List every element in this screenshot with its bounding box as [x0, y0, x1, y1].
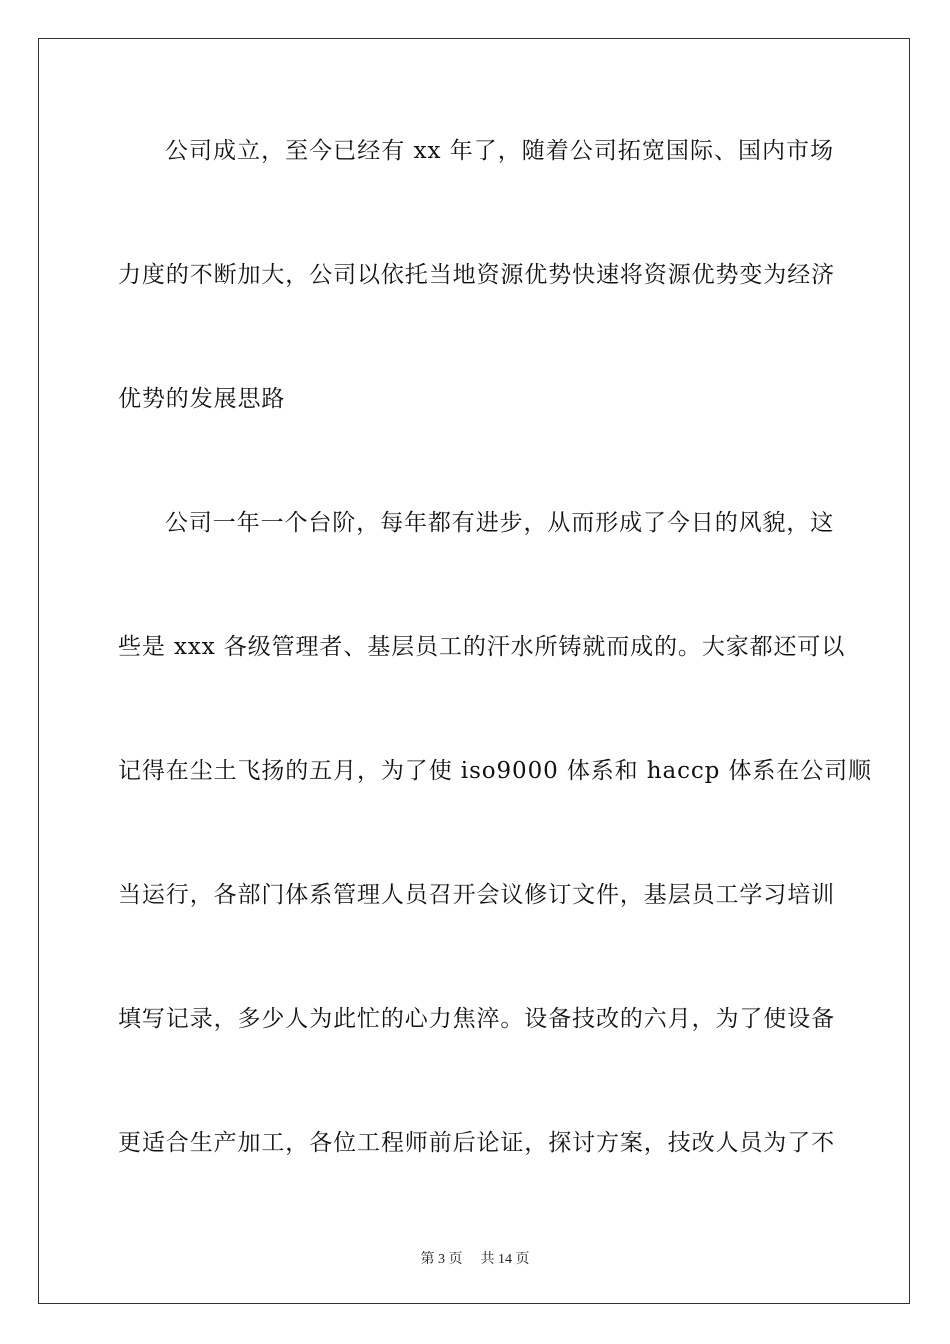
page-footer: [0, 1248, 950, 1268]
text-line: 些是 xxx 各级管理者、基层员工的汗水所铸就而成的。大家都还可以: [118, 634, 846, 660]
text-line: 优势的发展思路: [118, 386, 286, 412]
page-total: 共 14 页: [480, 1252, 530, 1267]
text-line: 力度的不断加大，公司以依托当地资源优势快速将资源优势变为经济: [118, 262, 835, 288]
page-number: 第 3 页: [420, 1252, 463, 1267]
text-line: 公司一年一个台阶，每年都有进步，从而形成了今日的风貌，这: [165, 510, 835, 536]
page-border: [38, 38, 910, 1304]
text-line: 更适合生产加工，各位工程师前后论证，探讨方案，技改人员为了不: [118, 1130, 835, 1156]
text-line: 填写记录，多少人为此忙的心力焦淬。设备技改的六月，为了使设备: [118, 1006, 835, 1032]
text-line: 公司成立，至今已经有 xx 年了，随着公司拓宽国际、国内市场: [165, 138, 834, 164]
text-line: 记得在尘土飞扬的五月，为了使 iso9000 体系和 haccp 体系在公司顺: [118, 758, 872, 784]
text-line: 当运行，各部门体系管理人员召开会议修订文件，基层员工学习培训: [118, 882, 835, 908]
